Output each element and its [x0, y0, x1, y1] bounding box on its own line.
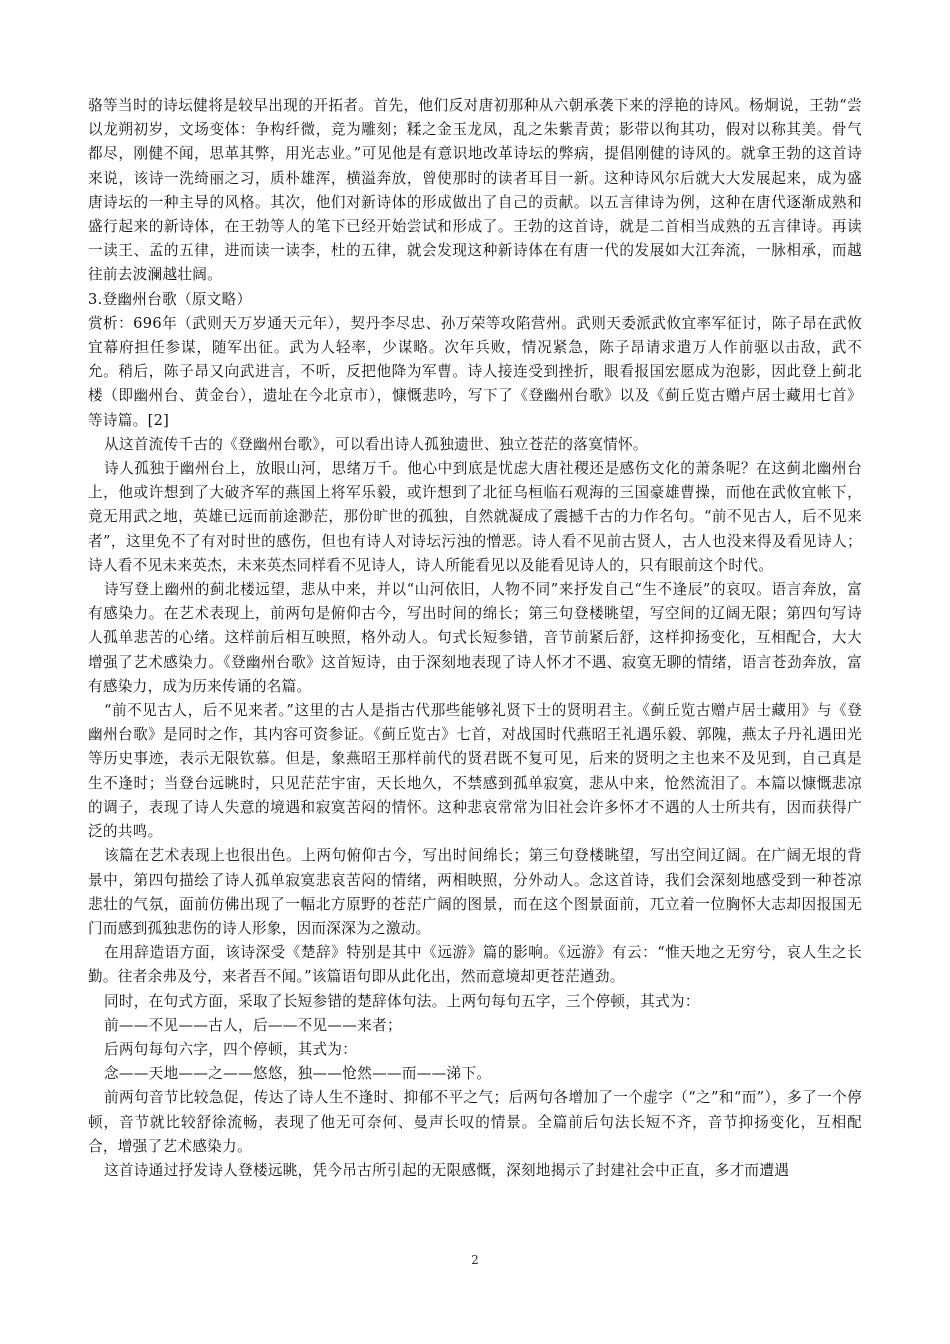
page-number: 2 [471, 1253, 479, 1267]
paragraph-ancients: “前不见古人，后不见来者。”这里的古人是指古代那些能够礼贤下士的贤明君主。《蓟丘览古赠卢居士藏用》与《登幽州台歌》是同时之作，其内容可资参证。《蓟丘览古》七首，对战国时代燕昭王礼遇乐毅、郭隗，燕太子丹礼遇田光等历史事迹，表示无限钦慕。但是，象燕昭王那样前代的贤君既不复可见，后来的贤明之主也来不及见到，自己真是生不逢时；当登台远眺时，只见茫茫宇宙，天长地久，不禁感到孤单寂寞，悲从中来，怆然流泪了。本篇以慷慨悲凉的调子，表现了诗人失意的境遇和寂寞苦闷的情怀。这种悲哀常常为旧社会许多怀才不遇的人士所共有，因而获得广泛的共鸣。 [88, 702, 862, 841]
paragraph-pattern-intro: 后两句每句六字，四个停顿，其式为： [104, 1040, 358, 1058]
paragraph-lonely-feeling: 从这首流传千古的《登幽州台歌》，可以看出诗人孤独遗世、独立苍茫的落寞情怀。 [104, 435, 648, 453]
paragraph-conclusion: 这首诗通过抒发诗人登楼远眺，凭今吊古所引起的无限感慨，深刻地揭示了封建社会中正直，多才而遭遇 [104, 1161, 790, 1179]
paragraph-sentence-form: 同时，在句式方面，采取了长短参错的楚辞体句法。上两句每句五字，三个停顿，其式为： [104, 992, 700, 1010]
paragraph-diction: 在用辞造语方面，该诗深受《楚辞》特别是其中《远游》篇的影响。《远游》有云：“惟天地之无穷兮，哀人生之长勤。往者余弗及兮，来者吾不闻。”该篇语句即从此化出，然而意境却更苍茫遒劲。 [88, 944, 862, 986]
paragraph-artistic-expression: 该篇在艺术表现上也很出色。上两句俯仰古今，写出时间绵长；第三句登楼眺望，写出空间辽阔。在广阔无垠的背景中，第四句描绘了诗人孤单寂寞悲哀苦闷的情绪，两相映照，分外动人。念这首诗，我们会深刻地感受到一种苍凉悲壮的气氛，面前仿佛出现了一幅北方原野的苍茫广阔的图景，而在这个图景面前，兀立着一位胸怀大志却因报国无门而感到孤独悲伤的诗人形象，因而深深为之激动。 [88, 847, 862, 937]
paragraph-poet-alone: 诗人孤独于幽州台上，放眼山河，思绪万千。他心中到底是忧虑大唐社稷还是感伤文化的萧条呢？在这蓟北幽州台上，他或许想到了大破齐军的燕国上将军乐毅，或许想到了北征乌桓临石观海的三国豪雄曹操，而他在武攸宜帐下，竟无用武之地，英雄已远而前途渺茫，那份旷世的孤独，自然就凝成了震撼千古的力作名句。“前不见古人，后不见来者”，这里免不了有对时世的感伤，但也有诗人对诗坛污浊的憎恶。诗人看不见前古贤人，古人也没来得及看见诗人；诗人看不见未来英杰，未来英杰同样看不见诗人，诗人所能看见以及能看见诗人的，只有眼前这个时代。 [88, 460, 862, 574]
document-body [88, 94, 862, 1183]
paragraph-poetry-reform: 骆等当时的诗坛健将是较早出现的开拓者。首先，他们反对唐初那种从六朝承袭下来的浮艳的诗风。杨炯说，王勃“尝以龙朔初岁，文场变体：争构纤微，竞为雕刻；糅之金玉龙凤，乱之朱紫青黄；影带以徇其功，假对以称其美。骨气都尽，刚健不闻，思革其弊，用光志业。”可见他是有意识地改革诗坛的弊病，提倡刚健的诗风的。就拿王勃的这首诗来说，该诗一洗绮丽之习，质朴雄浑，横溢奔放，曾使那时的读者耳目一新。这种诗风尔后就大大发展起来，成为盛唐诗坛的一种主导的风格。其次，他们对新诗体的形成做出了自己的贡献。以五言律诗为例，这种在唐代逐渐成熟和盛行起来的新诗体，在王勃等人的笔下已经开始尝试和形成了。王勃的这首诗，就是二首相当成熟的五言律诗。再读一读王、孟的五律，进而读一读李，杜的五律，就会发现这种新诗体在有唐一代的发展如大江奔流，一脉相承，而越往前去波澜越壮阔。 [88, 97, 862, 284]
section-heading: 3.登幽州台歌（原文略） [88, 290, 252, 308]
paragraph-rhythm: 前两句音节比较急促，传达了诗人生不逢时、抑郁不平之气；后两句各增加了一个虚字（“之”和“而”），多了一个停顿，音节就比较舒徐流畅，表现了他无可奈何、曼声长叹的情景。全篇前后句法长短不齐，音节抑扬变化，互相配合，增强了艺术感染力。 [88, 1089, 862, 1155]
paragraph-appreciation: 赏析：696年（武则天万岁通天元年），契丹李尽忠、孙万荣等攻陷营州。武则天委派武攸宜率军征讨，陈子昂在武攸宜幕府担任参谋，随军出征。武为人轻率，少谋略。次年兵败，情况紧急，陈子昂请求遣万人作前驱以击敌，武不允。稍后，陈子昂又向武进言，不听，反把他降为军曹。诗人接连受到挫折，眼看报国宏愿成为泡影，因此登上蓟北楼（即幽州台、黄金台），遗址在今北京市），慷慨悲吟，写下了《登幽州台歌》以及《蓟丘览古赠卢居士藏用七首》等诗篇。[2] [88, 314, 862, 429]
paragraph-pattern-first: 前——不见——古人，后——不见——来者； [104, 1016, 402, 1034]
paragraph-climbing-tower: 诗写登上幽州的蓟北楼远望，悲从中来，并以“山河依旧，人物不同”来抒发自己“生不逢辰”的哀叹。语言奔放，富有感染力。在艺术表现上，前两句是俯仰古今，写出时间的绵长；第三句登楼眺望，写空间的辽阔无限；第四句写诗人孤单悲苦的心绪。这样前后相互映照，格外动人。句式长短参错，音节前紧后舒，这样抑扬变化，互相配合，大大增强了艺术感染力。《登幽州台歌》这首短诗，由于深刻地表现了诗人怀才不遇、寂寞无聊的情绪，语言苍劲奔放，富有感染力，成为历来传诵的名篇。 [88, 581, 862, 695]
paragraph-pattern-second: 念——天地——之——悠悠，独——怆然——而——涕下。 [104, 1065, 492, 1083]
